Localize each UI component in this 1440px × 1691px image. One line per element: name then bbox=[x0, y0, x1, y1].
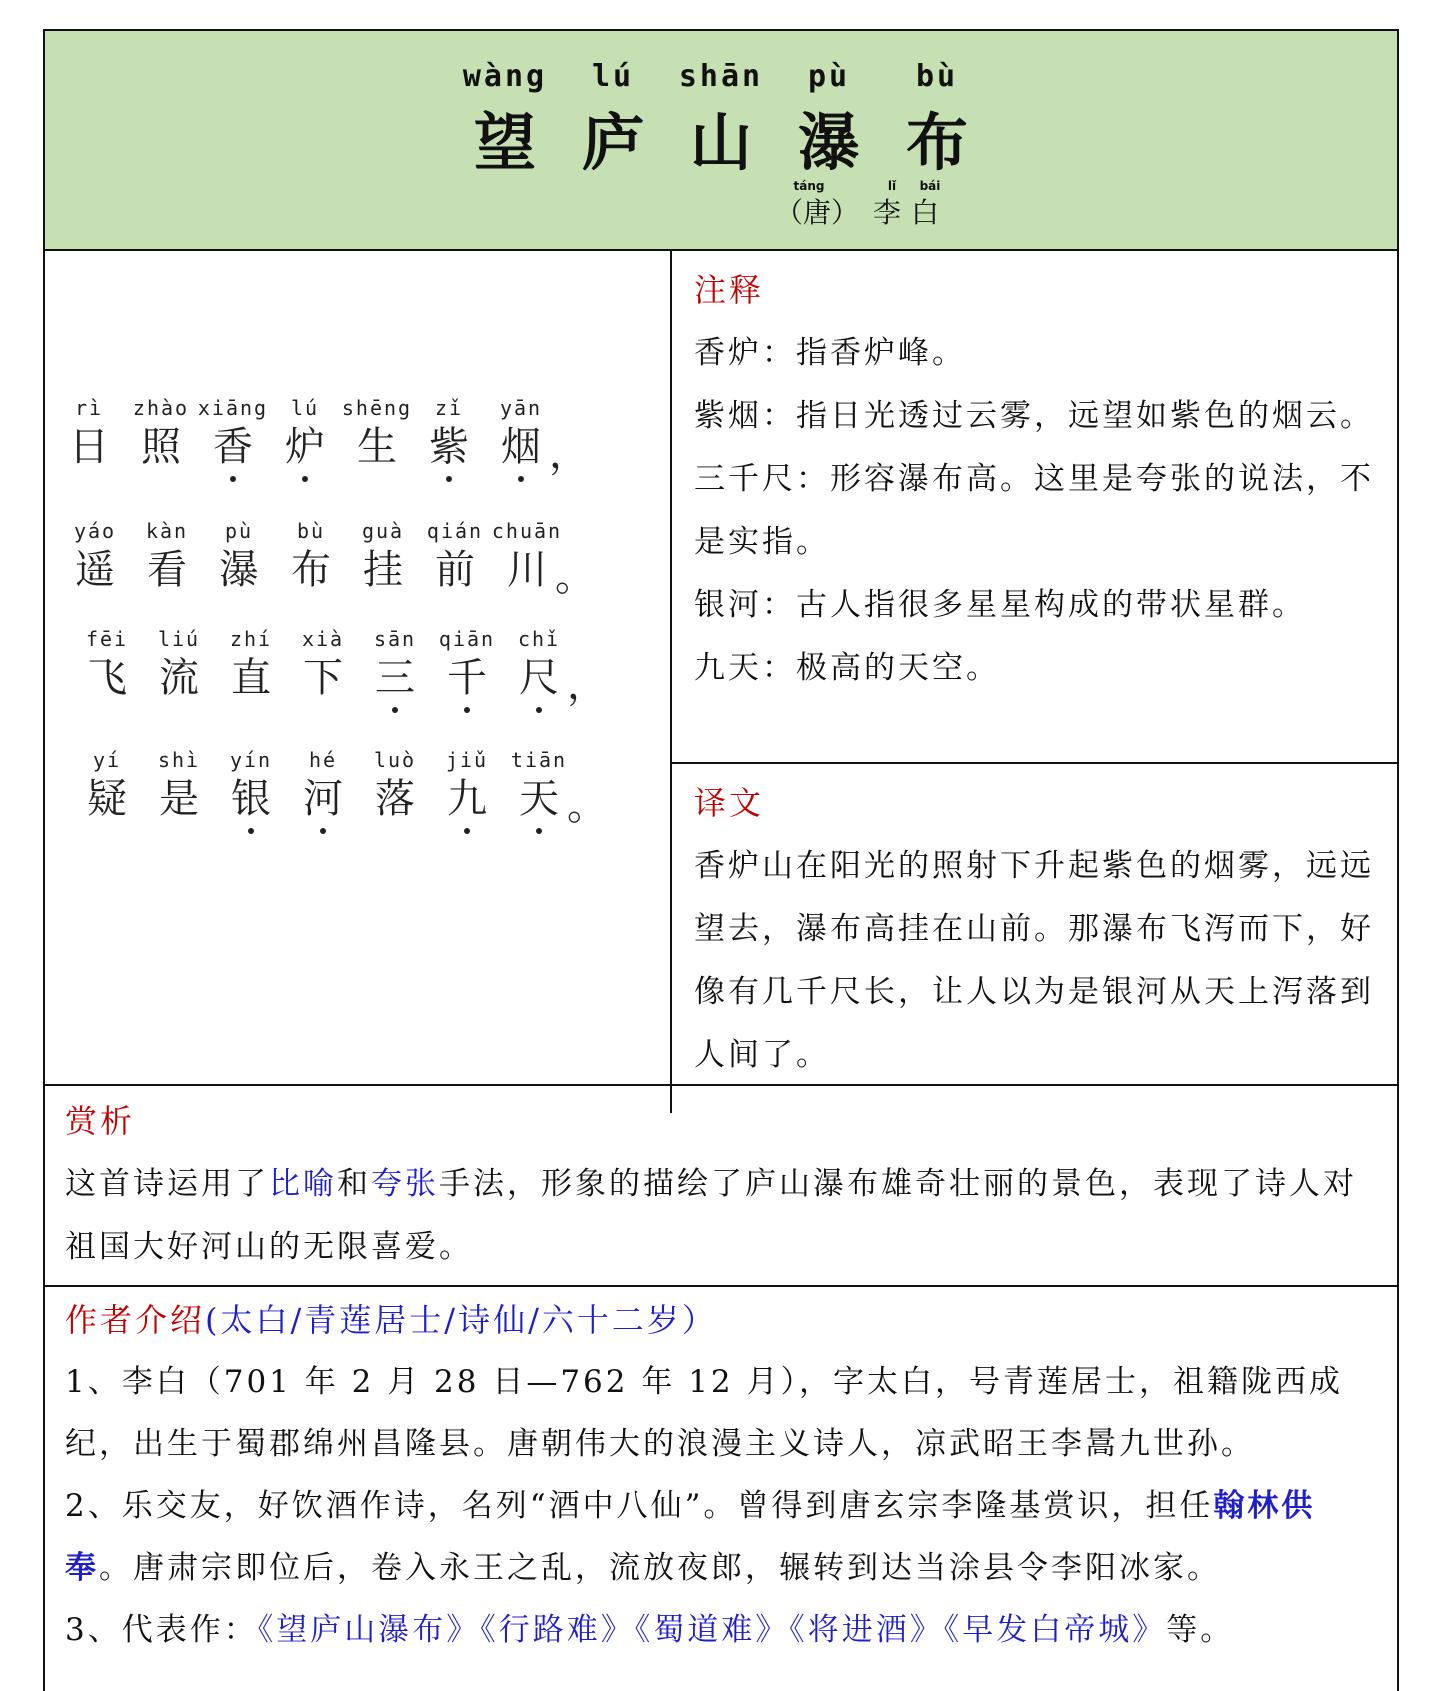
poem-char: 天 bbox=[519, 776, 559, 822]
poem-char: 炉 bbox=[285, 424, 325, 470]
poem-char-cell bbox=[71, 627, 143, 703]
author-pinyin-syllable: bái bbox=[919, 179, 941, 193]
author-intro-p1: 1、李白（701 年 2 月 28 日—762 年 12 月），字太白，号青莲居士，祖籍陇西成纪，出生于蜀郡绵州昌隆县。唐朝伟大的浪漫主义诗人，凉武昭王李暠九世孙。 bbox=[65, 1364, 1344, 1462]
author-intro-p3 bbox=[65, 1599, 1377, 1661]
author-intro-heading bbox=[65, 1289, 1377, 1351]
pinyin: sān bbox=[373, 627, 417, 651]
poem-line bbox=[71, 748, 607, 829]
highlight-metaphor: 比喻 bbox=[269, 1166, 337, 1202]
author-pinyin-syllable: táng bbox=[793, 179, 825, 193]
poem-char-cell bbox=[269, 396, 341, 472]
pinyin: chǐ bbox=[517, 627, 561, 651]
author-line bbox=[775, 191, 949, 231]
pinyin: chuān bbox=[491, 519, 563, 543]
poem-char: 烟 bbox=[501, 424, 541, 470]
poem-char-cell bbox=[71, 748, 143, 824]
poem-char: 看 bbox=[147, 547, 187, 593]
author-name-char: 白 bbox=[911, 196, 940, 229]
pinyin: zǐ bbox=[434, 396, 464, 420]
poem-char-cell bbox=[431, 627, 503, 703]
poem-char-cell bbox=[275, 519, 347, 595]
pinyin: xiāng bbox=[197, 396, 269, 420]
poem-char-cell bbox=[53, 396, 125, 472]
poem-char-cell bbox=[143, 627, 215, 703]
work-title: 《将进酒》 bbox=[789, 1612, 944, 1648]
text-segment: 这首诗运用了 bbox=[65, 1166, 269, 1202]
note-item: 九天：极高的天空。 bbox=[694, 650, 1000, 686]
poem-char-cell bbox=[215, 748, 287, 824]
emphasis-dot bbox=[518, 476, 524, 482]
poem-char-cell bbox=[359, 748, 431, 824]
translation-heading: 译文 bbox=[694, 784, 765, 822]
pinyin: fēi bbox=[85, 627, 129, 651]
poem-char: 是 bbox=[159, 776, 199, 822]
poem-char: 前 bbox=[435, 547, 475, 593]
poem-char-cell bbox=[287, 627, 359, 703]
dynasty: （唐） bbox=[775, 196, 860, 229]
emphasis-dot bbox=[230, 476, 236, 482]
highlight-hanlin: 翰林供奉 bbox=[65, 1488, 1316, 1586]
text-segment: 和 bbox=[337, 1166, 371, 1202]
title-char: 望 bbox=[473, 106, 536, 179]
poem-char-cell bbox=[431, 748, 503, 824]
pinyin: liú bbox=[157, 627, 201, 651]
pinyin: lú bbox=[290, 396, 320, 420]
poem-char-cell bbox=[359, 627, 431, 703]
author-intro-title: 作者介绍 bbox=[65, 1301, 206, 1339]
pinyin: bù bbox=[296, 519, 326, 543]
pinyin: guà bbox=[361, 519, 405, 543]
title-pinyin-syllable: lú bbox=[591, 59, 635, 94]
punctuation: 。 bbox=[567, 783, 607, 829]
title-char: 庐 bbox=[581, 106, 644, 179]
poem-char: 直 bbox=[231, 655, 271, 701]
poem-char-cell bbox=[503, 748, 575, 824]
poem-char-cell bbox=[419, 519, 491, 595]
poem-char-cell bbox=[491, 519, 563, 595]
title-header bbox=[45, 31, 1397, 251]
poem-char: 落 bbox=[375, 776, 415, 822]
note-item: 紫烟：指日光透过云雾，远望如紫色的烟云。 bbox=[694, 398, 1374, 434]
title-char: 布 bbox=[905, 106, 968, 179]
title-char: 山 bbox=[689, 106, 752, 179]
poem-char: 生 bbox=[357, 424, 397, 470]
pinyin: yí bbox=[92, 748, 122, 772]
poem-panel bbox=[45, 251, 672, 1113]
emphasis-dot bbox=[536, 707, 542, 713]
poem-char: 下 bbox=[303, 655, 343, 701]
poem-line bbox=[71, 627, 607, 708]
author-intro-p2 bbox=[65, 1475, 1377, 1599]
emphasis-dot bbox=[536, 828, 542, 834]
text-segment: 3、代表作： bbox=[65, 1612, 258, 1648]
work-title: 《望庐山瀑布》 bbox=[257, 1612, 481, 1648]
poem-char-cell bbox=[215, 627, 287, 703]
punctuation: 。 bbox=[555, 554, 595, 600]
work-title: 《早发白帝城》 bbox=[943, 1612, 1167, 1648]
poem-char: 流 bbox=[159, 655, 199, 701]
poem-char: 九 bbox=[447, 776, 487, 822]
poem-char-cell bbox=[143, 748, 215, 824]
pinyin: pù bbox=[224, 519, 254, 543]
notes-heading: 注释 bbox=[694, 271, 765, 309]
poem-char-cell bbox=[413, 396, 485, 472]
pinyin: zhí bbox=[229, 627, 273, 651]
title-pinyin-syllable: bù bbox=[915, 59, 959, 94]
translation-text: 香炉山在阳光的照射下升起紫色的烟雾，远远望去，瀑布高挂在山前。那瀑布飞泻而下，好像有几千尺长，让人以为是银河从天上泻落到人间了。 bbox=[694, 848, 1374, 1073]
poem-char-cell bbox=[347, 519, 419, 595]
poem-char: 瀑 bbox=[219, 547, 259, 593]
pinyin: luò bbox=[373, 748, 417, 772]
poem-char: 银 bbox=[231, 776, 271, 822]
pinyin: xià bbox=[301, 627, 345, 651]
punctuation: ， bbox=[549, 431, 589, 477]
note-item: 香炉：指香炉峰。 bbox=[694, 335, 966, 371]
poem-char: 三 bbox=[375, 655, 415, 701]
emphasis-dot bbox=[320, 828, 326, 834]
poem-char: 挂 bbox=[363, 547, 403, 593]
poem-char: 香 bbox=[213, 424, 253, 470]
poem-char-cell bbox=[197, 396, 269, 472]
poem-line bbox=[59, 519, 595, 600]
poem-char-cell bbox=[59, 519, 131, 595]
poem-line bbox=[53, 396, 589, 477]
poem-char: 布 bbox=[291, 547, 331, 593]
text-segment: 手法，形象的描绘了庐山瀑布雄奇壮丽的景色，表现了诗人对祖国大好河山的无限喜爱。 bbox=[65, 1166, 1357, 1265]
pinyin: rì bbox=[74, 396, 104, 420]
poem-char: 尺 bbox=[519, 655, 559, 701]
poem-char-cell bbox=[503, 627, 575, 703]
pinyin: shì bbox=[157, 748, 201, 772]
appreciation-heading: 赏析 bbox=[65, 1102, 136, 1140]
text-segment: 2、乐交友，好饮酒作诗，名列“酒中八仙”。曾得到唐玄宗李隆基赏识，担任 bbox=[65, 1488, 1214, 1524]
title-char: 瀑 bbox=[797, 106, 860, 179]
poem-char: 千 bbox=[447, 655, 487, 701]
poem-char-cell bbox=[203, 519, 275, 595]
author-intro-subtitle: (太白/青莲居士/诗仙/六十二岁） bbox=[205, 1301, 717, 1339]
poem-char-cell bbox=[125, 396, 197, 472]
poem-char: 遥 bbox=[75, 547, 115, 593]
appreciation-text bbox=[65, 1153, 1377, 1279]
pinyin: zhào bbox=[132, 396, 190, 420]
emphasis-dot bbox=[248, 828, 254, 834]
poem-char-cell bbox=[341, 396, 413, 472]
emphasis-dot bbox=[446, 476, 452, 482]
poem-worksheet bbox=[43, 29, 1399, 1691]
note-item: 银河：古人指很多星星构成的带状星群。 bbox=[694, 587, 1306, 623]
pinyin: jiǔ bbox=[445, 748, 489, 772]
pinyin: kàn bbox=[145, 519, 189, 543]
appreciation-section bbox=[45, 1084, 1397, 1287]
text-segment: 等。 bbox=[1166, 1612, 1235, 1648]
emphasis-dot bbox=[464, 828, 470, 834]
pinyin: qiān bbox=[438, 627, 496, 651]
title-pinyin-syllable: shān bbox=[678, 59, 764, 94]
emphasis-dot bbox=[392, 707, 398, 713]
poem-char: 川 bbox=[507, 547, 547, 593]
poem-char-cell bbox=[485, 396, 557, 472]
author-pinyin-syllable: lǐ bbox=[887, 179, 897, 193]
poem-char: 紫 bbox=[429, 424, 469, 470]
notes-section bbox=[672, 251, 1397, 764]
poem-char: 飞 bbox=[87, 655, 127, 701]
poem-char-cell bbox=[131, 519, 203, 595]
page-title bbox=[45, 93, 1397, 182]
title-pinyin-syllable: wàng bbox=[462, 59, 548, 94]
poem-char: 照 bbox=[141, 424, 181, 470]
pinyin: hé bbox=[308, 748, 338, 772]
text-segment: 。唐肃宗即位后，卷入永王之乱，流放夜郎，辗转到达当涂县令李阳冰家。 bbox=[99, 1550, 1221, 1586]
author-intro-section bbox=[45, 1285, 1397, 1685]
pinyin: tiān bbox=[510, 748, 568, 772]
poem-char-cell bbox=[287, 748, 359, 824]
pinyin: yín bbox=[229, 748, 273, 772]
emphasis-dot bbox=[464, 707, 470, 713]
work-title: 《蜀道难》 bbox=[634, 1612, 790, 1648]
poem-char: 日 bbox=[69, 424, 109, 470]
title-pinyin-syllable: pù bbox=[807, 59, 851, 94]
pinyin: yáo bbox=[73, 519, 117, 543]
work-title: 《行路难》 bbox=[480, 1612, 635, 1648]
poem-char: 疑 bbox=[87, 776, 127, 822]
translation-section bbox=[672, 764, 1397, 1084]
poem-char: 河 bbox=[303, 776, 343, 822]
author-name-char: 李 bbox=[873, 196, 902, 229]
pinyin: yān bbox=[499, 396, 543, 420]
emphasis-dot bbox=[302, 476, 308, 482]
note-item: 三千尺：形容瀑布高。这里是夸张的说法，不是实指。 bbox=[694, 461, 1374, 560]
highlight-hyperbole: 夸张 bbox=[371, 1166, 439, 1202]
title-pinyin bbox=[45, 59, 1397, 94]
pinyin: shēng bbox=[341, 396, 413, 420]
pinyin: qián bbox=[426, 519, 484, 543]
punctuation: ， bbox=[567, 662, 607, 708]
